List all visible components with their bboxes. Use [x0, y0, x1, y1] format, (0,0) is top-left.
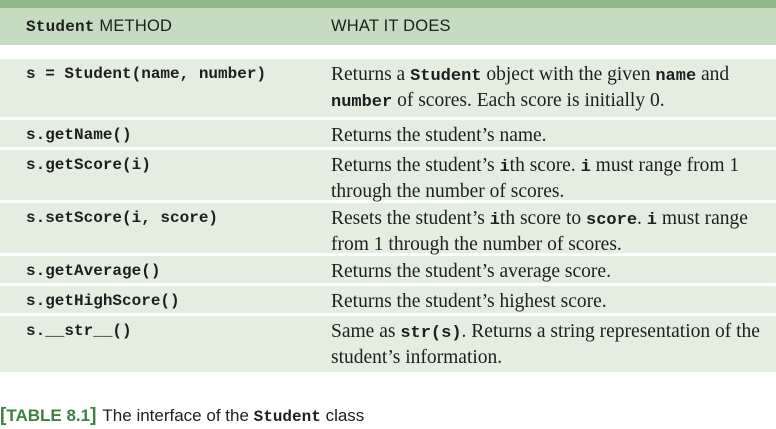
table-row — [0, 253, 776, 283]
method-description — [305, 286, 776, 314]
description-text: . Returns a string representation of the student’s information. — [331, 321, 760, 368]
method-signature: s.getAverage() — [26, 262, 161, 280]
method-signature: s.getScore(i) — [26, 156, 151, 174]
method-description — [305, 150, 776, 204]
method-description — [305, 59, 776, 115]
description-text: Returns the student’s — [331, 155, 500, 176]
header-method-label: METHOD — [94, 17, 173, 35]
code-term: str(s) — [400, 324, 462, 343]
code-term: Student — [410, 67, 482, 86]
table-row — [0, 200, 776, 253]
header-description-column: WHAT IT DOES — [331, 17, 451, 35]
code-term: score — [586, 211, 638, 230]
description-text: th score to — [499, 208, 587, 229]
description-text: Returns the student’s average score. — [331, 261, 611, 282]
code-term: i — [489, 211, 500, 230]
header-gap — [0, 45, 776, 59]
method-description — [305, 316, 776, 370]
description-text: . — [637, 208, 647, 229]
method-description — [305, 203, 776, 257]
table-row — [0, 117, 776, 147]
code-term: number — [331, 93, 393, 112]
description-text: Returns the student’s highest score. — [331, 291, 607, 312]
description-text: th score. — [509, 155, 581, 176]
description-text: object with the given — [481, 64, 656, 85]
method-signature: s.setScore(i, score) — [26, 209, 219, 227]
method-signature: s.getHighScore() — [26, 292, 180, 310]
description-text: must range from 1 through the number of scores. — [331, 155, 740, 202]
caption-text: The interface of the Student class — [102, 406, 365, 426]
code-term: i — [646, 211, 657, 230]
method-signature: s.__str__() — [26, 322, 132, 340]
description-text: must range from 1 through the number of scores. — [331, 208, 748, 255]
header-class-name: Student — [26, 18, 95, 36]
code-term: i — [580, 158, 591, 177]
description-text: and — [696, 64, 730, 85]
caption-class-name: Student — [253, 408, 321, 426]
description-text: Returns the student’s name. — [331, 125, 547, 146]
method-description — [305, 256, 776, 284]
table-row — [0, 147, 776, 200]
code-term: name — [655, 67, 697, 86]
table-caption — [0, 403, 364, 429]
caption-tag: [TABLE 8.1] — [0, 405, 97, 426]
header-method-column — [0, 17, 305, 36]
table-row — [0, 59, 776, 117]
description-text: Returns a — [331, 64, 411, 85]
description-text: Same as — [331, 321, 401, 342]
method-signature: s.getName() — [26, 126, 132, 144]
table-row — [0, 313, 776, 372]
table-body — [0, 59, 776, 372]
table-row — [0, 283, 776, 313]
table-top-bar — [0, 0, 776, 8]
table-header — [0, 8, 776, 45]
method-description — [305, 120, 776, 148]
code-term: i — [499, 158, 510, 177]
description-text: of scores. Each score is initially 0. — [392, 90, 665, 111]
method-signature: s = Student(name, number) — [26, 65, 267, 83]
description-text: Resets the student’s — [331, 208, 490, 229]
